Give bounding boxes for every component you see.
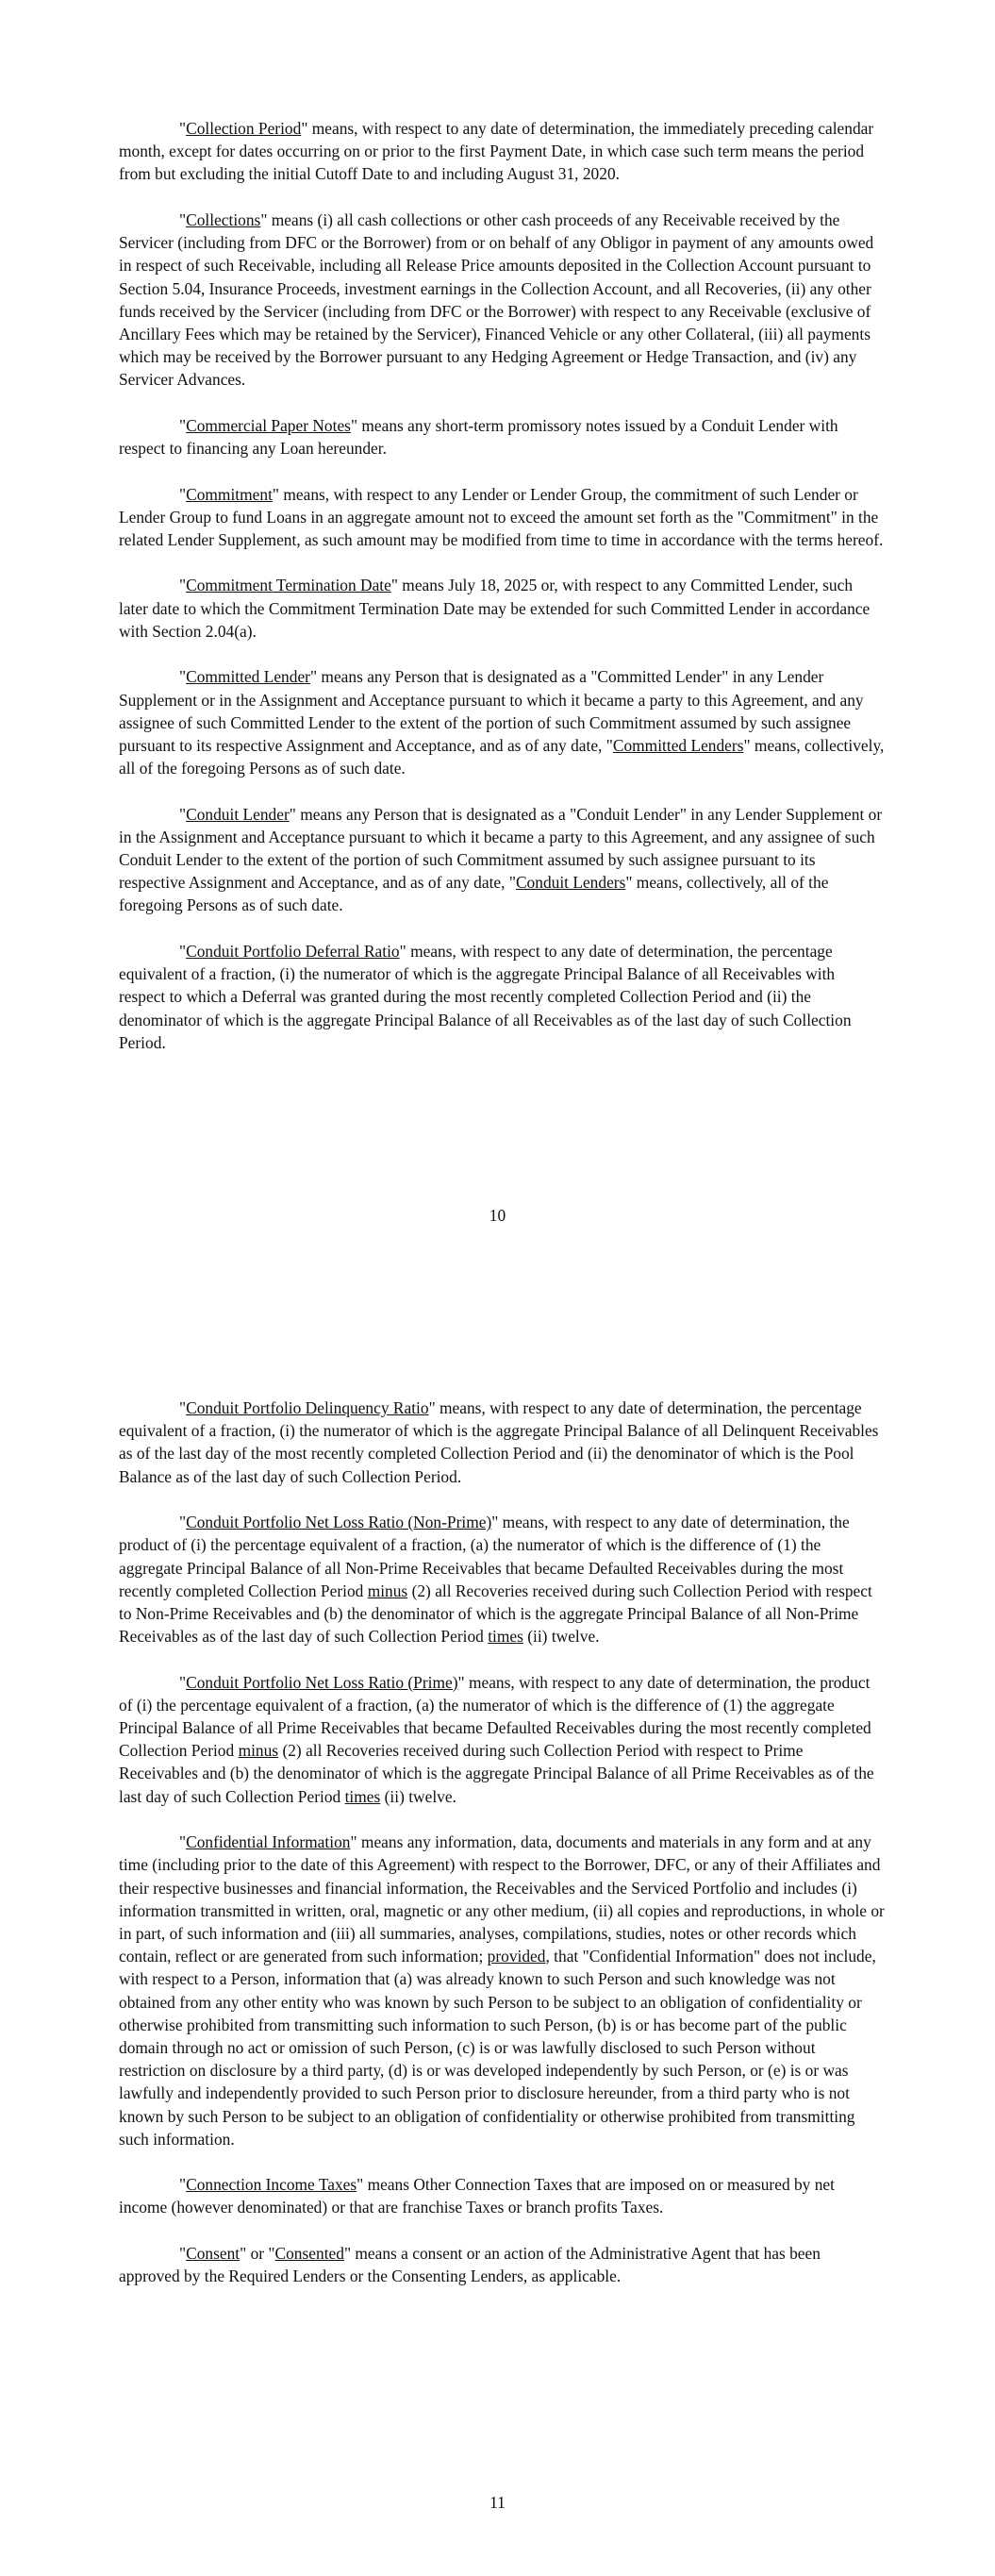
definition-text: " — [179, 1832, 187, 1852]
defined-term: times — [488, 1627, 523, 1647]
defined-term: Consent — [186, 2243, 240, 2263]
defined-term: times — [344, 1786, 381, 1806]
defined-term: minus — [367, 1581, 408, 1600]
def-commitment-termination-date — [119, 574, 885, 643]
page-11 — [0, 1288, 995, 2576]
def-committed-lender — [119, 665, 885, 779]
definition-text: " — [179, 941, 187, 961]
definition-text: " means, with respect to any date of determination, the immediately preceding calendar month, except for dates occurring on or prior to the first Payment Date, in which case such term means the period from but excluding the initial Cutoff Date to and including August 31, 2020. — [119, 119, 874, 184]
defined-term: provided — [487, 1947, 546, 1966]
page-number: 10 — [489, 1206, 506, 1225]
def-consent — [119, 2242, 885, 2287]
def-connection-income-taxes — [119, 2173, 885, 2218]
def-conduit-portfolio-deferral-ratio — [119, 940, 885, 1054]
defined-term: Commitment — [186, 484, 273, 504]
defined-term: Consented — [274, 2243, 344, 2263]
definition-text: " — [179, 1672, 187, 1692]
definition-text: (ii) twelve. — [380, 1786, 456, 1806]
def-commitment — [119, 483, 885, 552]
def-confidential-information — [119, 1831, 885, 2150]
definition-text: " means any Person that is designated as a "Conduit Lender" in any Lender Supplement or in the Assignment and Acceptance pursuant to which it became a party to this Agreement, and any assignee of such Conduit Lender to the extent of the portion of such Commitment assumed by such assignee pursuant to its respective Assignment and Acceptance, and as of any date, " — [119, 804, 883, 893]
defined-term: Conduit Lender — [186, 804, 290, 824]
page-10-body — [119, 117, 885, 1077]
definition-text: " — [179, 804, 187, 824]
def-conduit-lender — [119, 803, 885, 917]
defined-term: Conduit Portfolio Net Loss Ratio (Non-Prime) — [186, 1513, 492, 1532]
definition-text: " means July 18, 2025 or, with respect to any Committed Lender, such later date to which the Commitment Termination Date may be extended for such Committed Lender in accordance with Section 2.04(a). — [119, 576, 871, 641]
definition-text: (2) all Recoveries received during such Collection Period with respect to Non-Prime Receivables and (b) the denominator of which is the aggregate Principal Balance of all Non-Prime Receivables as of the last day of such Collection Period — [119, 1581, 872, 1647]
def-collection-period — [119, 117, 885, 186]
page-number: 11 — [489, 2493, 506, 2512]
defined-term: Commitment Termination Date — [186, 576, 391, 595]
definition-text: " — [179, 209, 187, 229]
def-conduit-portfolio-delinquency-ratio — [119, 1397, 885, 1488]
def-conduit-portfolio-net-loss-ratio-prime — [119, 1671, 885, 1808]
definition-text: " means any information, data, documents and materials in any form and at any time (including prior to the date of this Agreement) with respect to the Borrower, DFC, or any of their Affiliates and their respective businesses and financial information, the Receivables and the Serviced Portfolio and includes (i) information transmitted in written, oral, magnetic or any other medium, (ii) all copies and reproductions, in whole or in part, of such information and (iii) all summaries, analyses, compilations, studies, notes or other records which contain, reflect or are generated from such information; — [119, 1832, 885, 1966]
definition-text: " means (i) all cash collections or other cash proceeds of any Receivable received by the Servicer (including from DFC or the Borrower) from or on behalf of any Obligor in payment of any amounts owed in respect of such Receivable, including all Release Price amounts deposited in the Collection Account pursuant to Section 5.04, Insurance Proceeds, investment earnings in the Collection Account, and all Recoveries, (ii) any other funds received by the Servicer (including from DFC or the Borrower) with respect to any Receivable (exclusive of Ancillary Fees which may be retained by the Servicer), Financed Vehicle or any other Collateral, (iii) all payments which may be received by the Borrower pursuant to any Hedging Agreement or Hedge Transaction, and (iv) any Servicer Advances. — [119, 209, 874, 390]
definition-text: " or " — [240, 2243, 275, 2263]
def-collections — [119, 209, 885, 392]
defined-term: Conduit Portfolio Deferral Ratio — [186, 941, 400, 961]
definition-text: " — [179, 1398, 187, 1417]
defined-term: Conduit Portfolio Delinquency Ratio — [186, 1398, 429, 1417]
definition-text: " — [179, 119, 187, 138]
defined-term: Conduit Lenders — [515, 873, 626, 893]
defined-term: minus — [238, 1741, 279, 1761]
definition-text: " — [179, 576, 187, 595]
definition-text: " means any Person that is designated as a "Committed Lender" in any Lender Supplement or in the Assignment and Acceptance pursuant to which it became a party to this Agreement, and any assignee of such Committed Lender to the extent of the portion of such Commitment assumed by such assignee pursuant to its respective Assignment and Acceptance, and as of any date, " — [119, 667, 864, 755]
definition-text: " means, with respect to any date of determination, the product of (i) the percentage equivalent of a fraction, (a) the numerator of which is the difference of (1) the aggregate Principal Balance of all Prime Receivables that became Defaulted Receivables during the most recently completed Collection Period — [119, 1672, 871, 1761]
definition-text: (2) all Recoveries received during such Collection Period with respect to Prime Receivables and (b) the denominator of which is the aggregate Principal Balance of all Prime Receivables as of the last day of such Collection Period — [119, 1741, 874, 1806]
definition-text: " means, with respect to any Lender or Lender Group, the commitment of such Lender or Lender Group to fund Loans in an aggregate amount not to exceed the amount set forth as the "Commitment" in the related Lender Supplement, as such amount may be modified from time to time in accordance with the terms hereof. — [119, 484, 884, 549]
defined-term: Collections — [186, 209, 261, 229]
definition-text: " means, collectively, all of the foregoing Persons as of such date. — [119, 735, 885, 778]
definition-text: " means any short-term promissory notes issued by a Conduit Lender with respect to financing any Loan hereunder. — [119, 415, 838, 459]
definition-text: " — [179, 667, 187, 687]
definition-text: (ii) twelve. — [522, 1627, 600, 1647]
defined-term: Connection Income Taxes — [186, 2175, 357, 2195]
definition-text: " means Other Connection Taxes that are imposed on or measured by net income (however denominated) or that are franchise Taxes or branch profits Taxes. — [119, 2175, 835, 2217]
definition-text: " — [179, 2175, 187, 2195]
defined-term: Collection Period — [186, 119, 302, 138]
defined-term: Committed Lenders — [612, 735, 744, 755]
defined-term: Commercial Paper Notes — [186, 415, 351, 435]
definition-text: " means, with respect to any date of determination, the product of (i) the percentage equivalent of a fraction, (a) the numerator of which is the difference of (1) the aggregate Principal Balance of all Non-Prime Receivables that became Defaulted Receivables during the most recently completed Collection Period — [119, 1513, 850, 1600]
definition-text: " — [179, 1513, 187, 1532]
def-commercial-paper-notes — [119, 414, 885, 460]
definition-text: " — [179, 415, 187, 435]
definition-text: , that "Confidential Information" does not include, with respect to a Person, information that (a) was already known to such Person and such knowledge was not obtained from any other entity who was known by such Person to be subject to an obligation of confidentiality or otherwise prohibited from transmitting such information to such Person, (b) is or has become part of the public domain through no act or omission of such Person, (c) is or was lawfully disclosed to such Person without restriction on disclosure by a third party, (d) is or was developed independently by such Person, or (e) is or was lawfully and independently provided to such Person prior to disclosure hereunder, from a third party who is not known by such Person to be subject to an obligation of confidentiality or otherwise prohibited from transmitting such information. — [119, 1947, 876, 2149]
definition-text: " — [179, 484, 187, 504]
defined-term: Committed Lender — [186, 667, 310, 687]
definition-text: " means, with respect to any date of determination, the percentage equivalent of a fraction, (i) the numerator of which is the aggregate Principal Balance of all Delinquent Receivables as of the last day of the most recently completed Collection Period and (ii) the denominator of which is the Pool Balance as of the last day of such Collection Period. — [119, 1398, 879, 1486]
defined-term: Confidential Information — [186, 1832, 351, 1852]
def-conduit-portfolio-net-loss-ratio-non-prime — [119, 1511, 885, 1648]
definition-text: " means, collectively, all of the foregoing Persons as of such date. — [119, 873, 829, 915]
page-11-body — [119, 1397, 885, 2311]
defined-term: Conduit Portfolio Net Loss Ratio (Prime) — [186, 1672, 458, 1692]
definition-text: " — [179, 2243, 187, 2263]
definition-text: " means a consent or an action of the Administrative Agent that has been approved by the Required Lenders or the Consenting Lenders, as applicable. — [119, 2243, 821, 2286]
definition-text: " means, with respect to any date of determination, the percentage equivalent of a fraction, (i) the numerator of which is the aggregate Principal Balance of all Receivables with respect to which a Deferral was granted during the most recently completed Collection Period and (ii) the denominator of which is the aggregate Principal Balance of all Receivables as of the last day of such Collection Period. — [119, 941, 852, 1052]
